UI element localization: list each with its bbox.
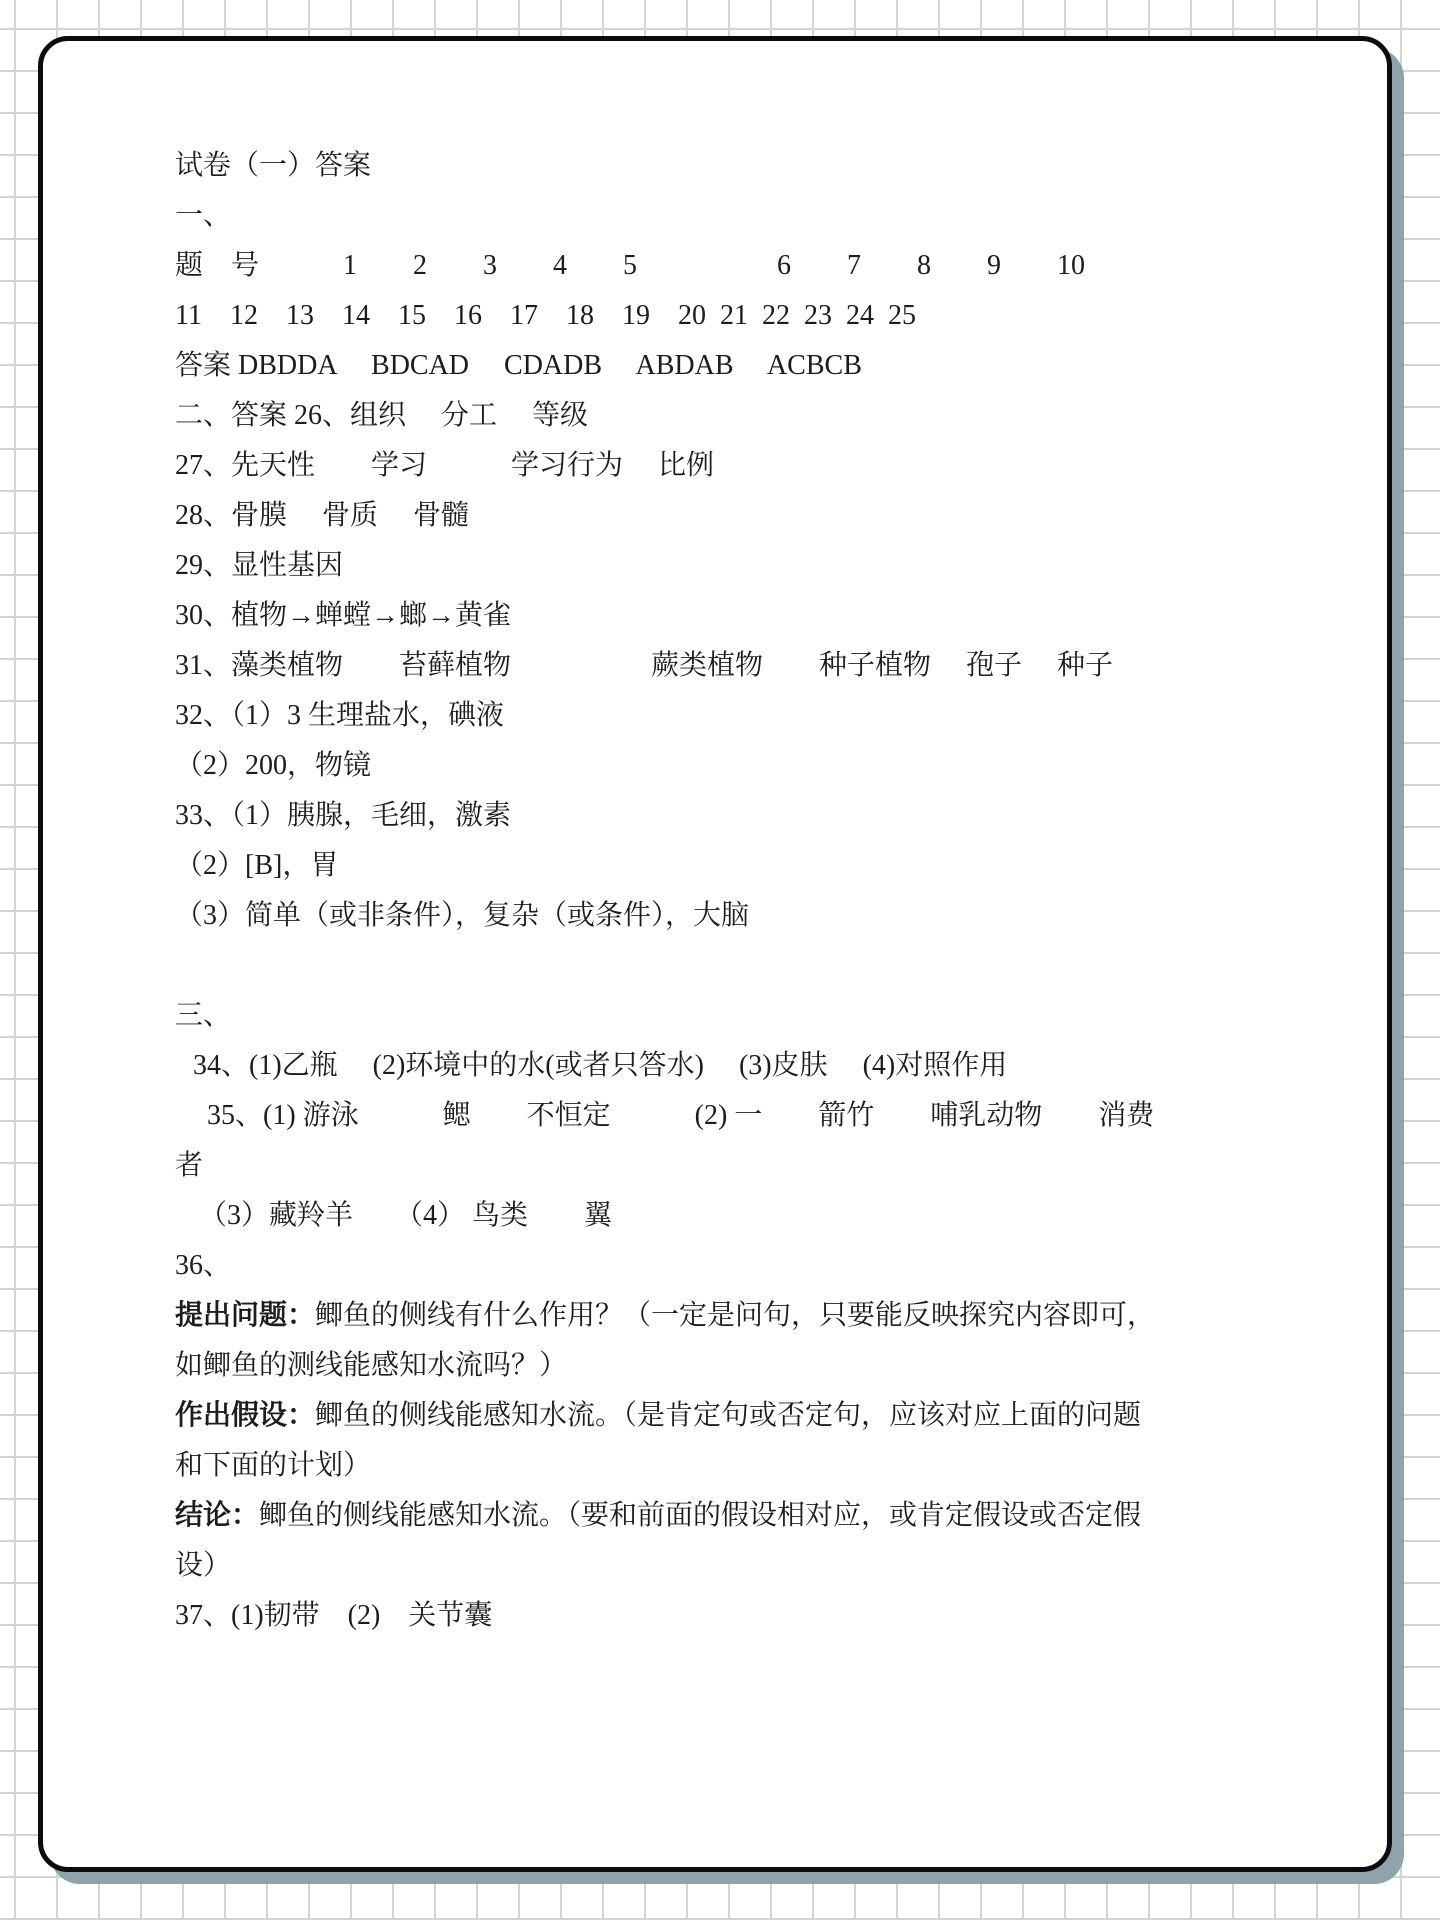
answer-35-line3: （3）藏羚羊 （4） 鸟类 翼 [199, 1200, 613, 1231]
answer-32-part1: 32、（1）3 生理盐水，碘液 [175, 700, 505, 731]
answer-32-part2: （2）200，物镜 [175, 750, 372, 781]
answer-sheet-card [38, 36, 1392, 1872]
answer-sheet-content [175, 141, 1277, 1641]
blank-line [175, 941, 1277, 991]
hypothesis-text: 鲫鱼的侧线能感知水流。（是肯定句或否定句，应该对应上面的问题 [315, 1400, 1142, 1431]
answer-33-part3: （3）简单（或非条件），复杂（或条件），大脑 [175, 900, 750, 931]
answer-36-heading: 36、 [175, 1250, 232, 1281]
answer-35-line1: 35、(1) 游泳 鳃 不恒定 (2) 一 箭竹 哺乳动物 消费 [207, 1100, 1155, 1131]
question-text: 鲫鱼的侧线有什么作用？（一定是问句，只要能反映探究内容即可， [315, 1300, 1156, 1331]
answer-31: 31、藻类植物 苔藓植物 蕨类植物 种子植物 孢子 种子 [175, 650, 1114, 681]
answer-33-part1: 33、（1）胰腺，毛细，激素 [175, 800, 512, 831]
answer-33-part2: （2）[B]，胃 [175, 850, 339, 881]
hypothesis-label: 作出假设： [175, 1400, 316, 1431]
answer-28: 28、骨膜 骨质 骨髓 [175, 500, 470, 531]
answer-30: 30、植物→蝉螳→螂→黄雀 [175, 600, 512, 631]
question-numbers-row-2: 11 12 13 14 15 16 17 18 19 20 21 22 23 24 25 [175, 300, 916, 331]
answer-37: 37、(1)韧带 (2) 关节囊 [175, 1600, 493, 1631]
answer-34: 34、(1)乙瓶 (2)环境中的水(或者只答水) (3)皮肤 (4)对照作用 [193, 1050, 1008, 1081]
answer-29: 29、显性基因 [175, 550, 344, 581]
choice-answers-row: 答案 DBDDA BDCAD CDADB ABDAB ACBCB [175, 350, 862, 381]
answer-26: 二、答案 26、组织 分工 等级 [175, 400, 589, 431]
conclusion-text: 鲫鱼的侧线能感知水流。（要和前面的假设相对应，或肯定假设或否定假 [259, 1500, 1142, 1531]
answer-27: 27、先天性 学习 学习行为 比例 [175, 450, 715, 481]
section-three-heading: 三、 [175, 1000, 232, 1031]
answer-36-question [175, 1291, 1277, 1341]
section-one-heading: 一、 [175, 200, 232, 231]
conclusion-label: 结论： [175, 1500, 260, 1531]
answer-36-hypothesis [175, 1391, 1277, 1441]
answer-36-conclusion [175, 1491, 1277, 1541]
answer-36-hypothesis-cont: 和下面的计划） [175, 1450, 372, 1481]
question-label: 提出问题： [175, 1300, 316, 1331]
question-numbers-row-1: 题 号 1 2 3 4 5 6 7 8 9 10 [175, 250, 1086, 281]
answer-36-conclusion-cont: 设） [175, 1550, 232, 1581]
answer-35-line2: 者 [175, 1150, 204, 1181]
answer-36-question-cont: 如鲫鱼的测线能感知水流吗？） [175, 1350, 568, 1381]
exam-title: 试卷（一）答案 [175, 150, 372, 181]
